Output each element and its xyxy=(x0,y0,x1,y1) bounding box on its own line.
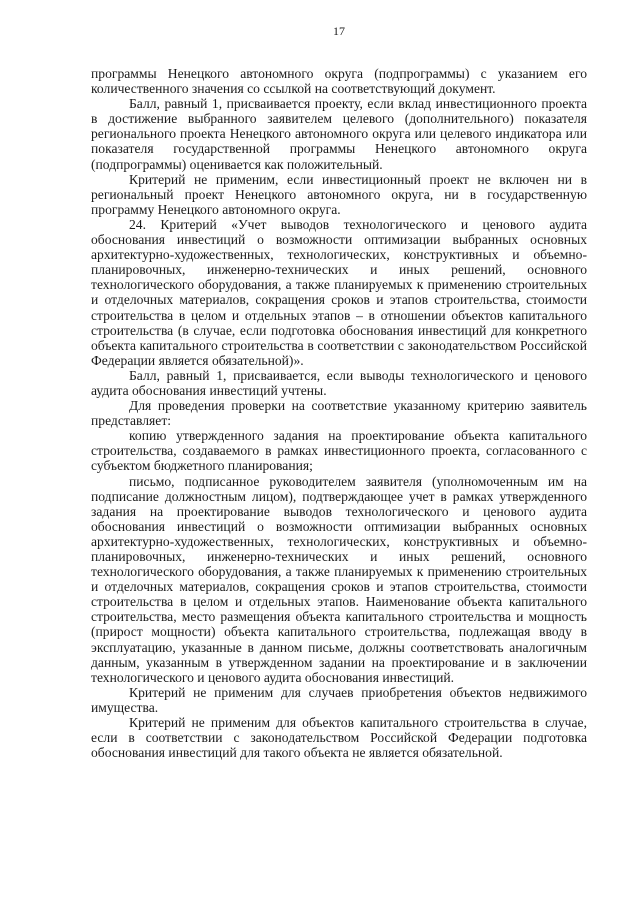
document-body xyxy=(91,66,587,760)
document-page xyxy=(91,24,587,760)
paragraph: 24. Критерий «Учет выводов технологического и ценового аудита обоснования инвестиций о возможности оптимизации выбранных основных архитектурно-художественных, технологических, конструктивных и объемно-планировочных, инженерно-технических и иных решений, основного технологического оборудования, а также планируемых к применению строительных и отделочных материалов, сокращения сроков и этапов строительства, стоимости строительства в целом и отдельных этапов – в отношении объектов капитального строительства (в случае, если подготовка обоснования инвестиций для конкретного объекта капитального строительства в соответствии с законодательством Российской Федерации является обязательной)». xyxy=(91,216,587,368)
paragraph: письмо, подписанное руководителем заявителя (уполномоченным им на подписание должностным лицом), подтверждающее учет в рамках утвержденного задания на проектирование выводов технологического и ценового аудита обоснования инвестиций о возможности оптимизации выбранных основных архитектурно-художественных, технологических, конструктивных и объемно-планировочных, инженерно-технических и иных решений, основного технологического оборудования, а также планируемых к применению строительных и отделочных материалов, сокращения сроков и этапов строительства, стоимости строительства в целом и отдельных этапов. Наименование объекта капитального строительства, место размещения объекта капитального строительства и мощность (прирост мощности) объекта капитального строительства, подлежащая вводу в эксплуатацию, указанные в данном письме, должны соответствовать аналогичным данным, указанным в утвержденном задании на проектирование и в заключении технологического и ценового аудита обоснования инвестиций. xyxy=(91,473,587,685)
paragraph: Критерий не применим для случаев приобретения объектов недвижимого имущества. xyxy=(91,684,587,715)
paragraph: Критерий не применим для объектов капитального строительства в случае, если в соответствии с законодательством Российской Федерации подготовка обоснования инвестиций для такого объекта не является обязательной. xyxy=(91,715,587,761)
paragraph: копию утвержденного задания на проектирование объекта капитального строительства, создаваемого в рамках инвестиционного проекта, согласованного с субъектом бюджетного планирования; xyxy=(91,428,587,474)
paragraph: программы Ненецкого автономного округа (подпрограммы) с указанием его количественного значения со ссылкой на соответствующий документ. xyxy=(91,66,587,97)
paragraph: Балл, равный 1, присваивается проекту, если вклад инвестиционного проекта в достижение выбранного заявителем целевого (дополнительного) показателя регионального проекта Ненецкого автономного округа или целевого индикатора или показателя государственной программы Ненецкого автономного округа (подпрограммы) оценивается как положительный. xyxy=(91,96,587,172)
paragraph: Для проведения проверки на соответствие указанному критерию заявитель представляет: xyxy=(91,398,587,429)
page-number: 17 xyxy=(333,24,345,38)
paragraph: Критерий не применим, если инвестиционный проект не включен ни в региональный проект Ненецкого автономного округа, ни в государственную программу Ненецкого автономного округа. xyxy=(91,171,587,217)
paragraph: Балл, равный 1, присваивается, если выводы технологического и ценового аудита обоснования инвестиций учтены. xyxy=(91,367,587,398)
